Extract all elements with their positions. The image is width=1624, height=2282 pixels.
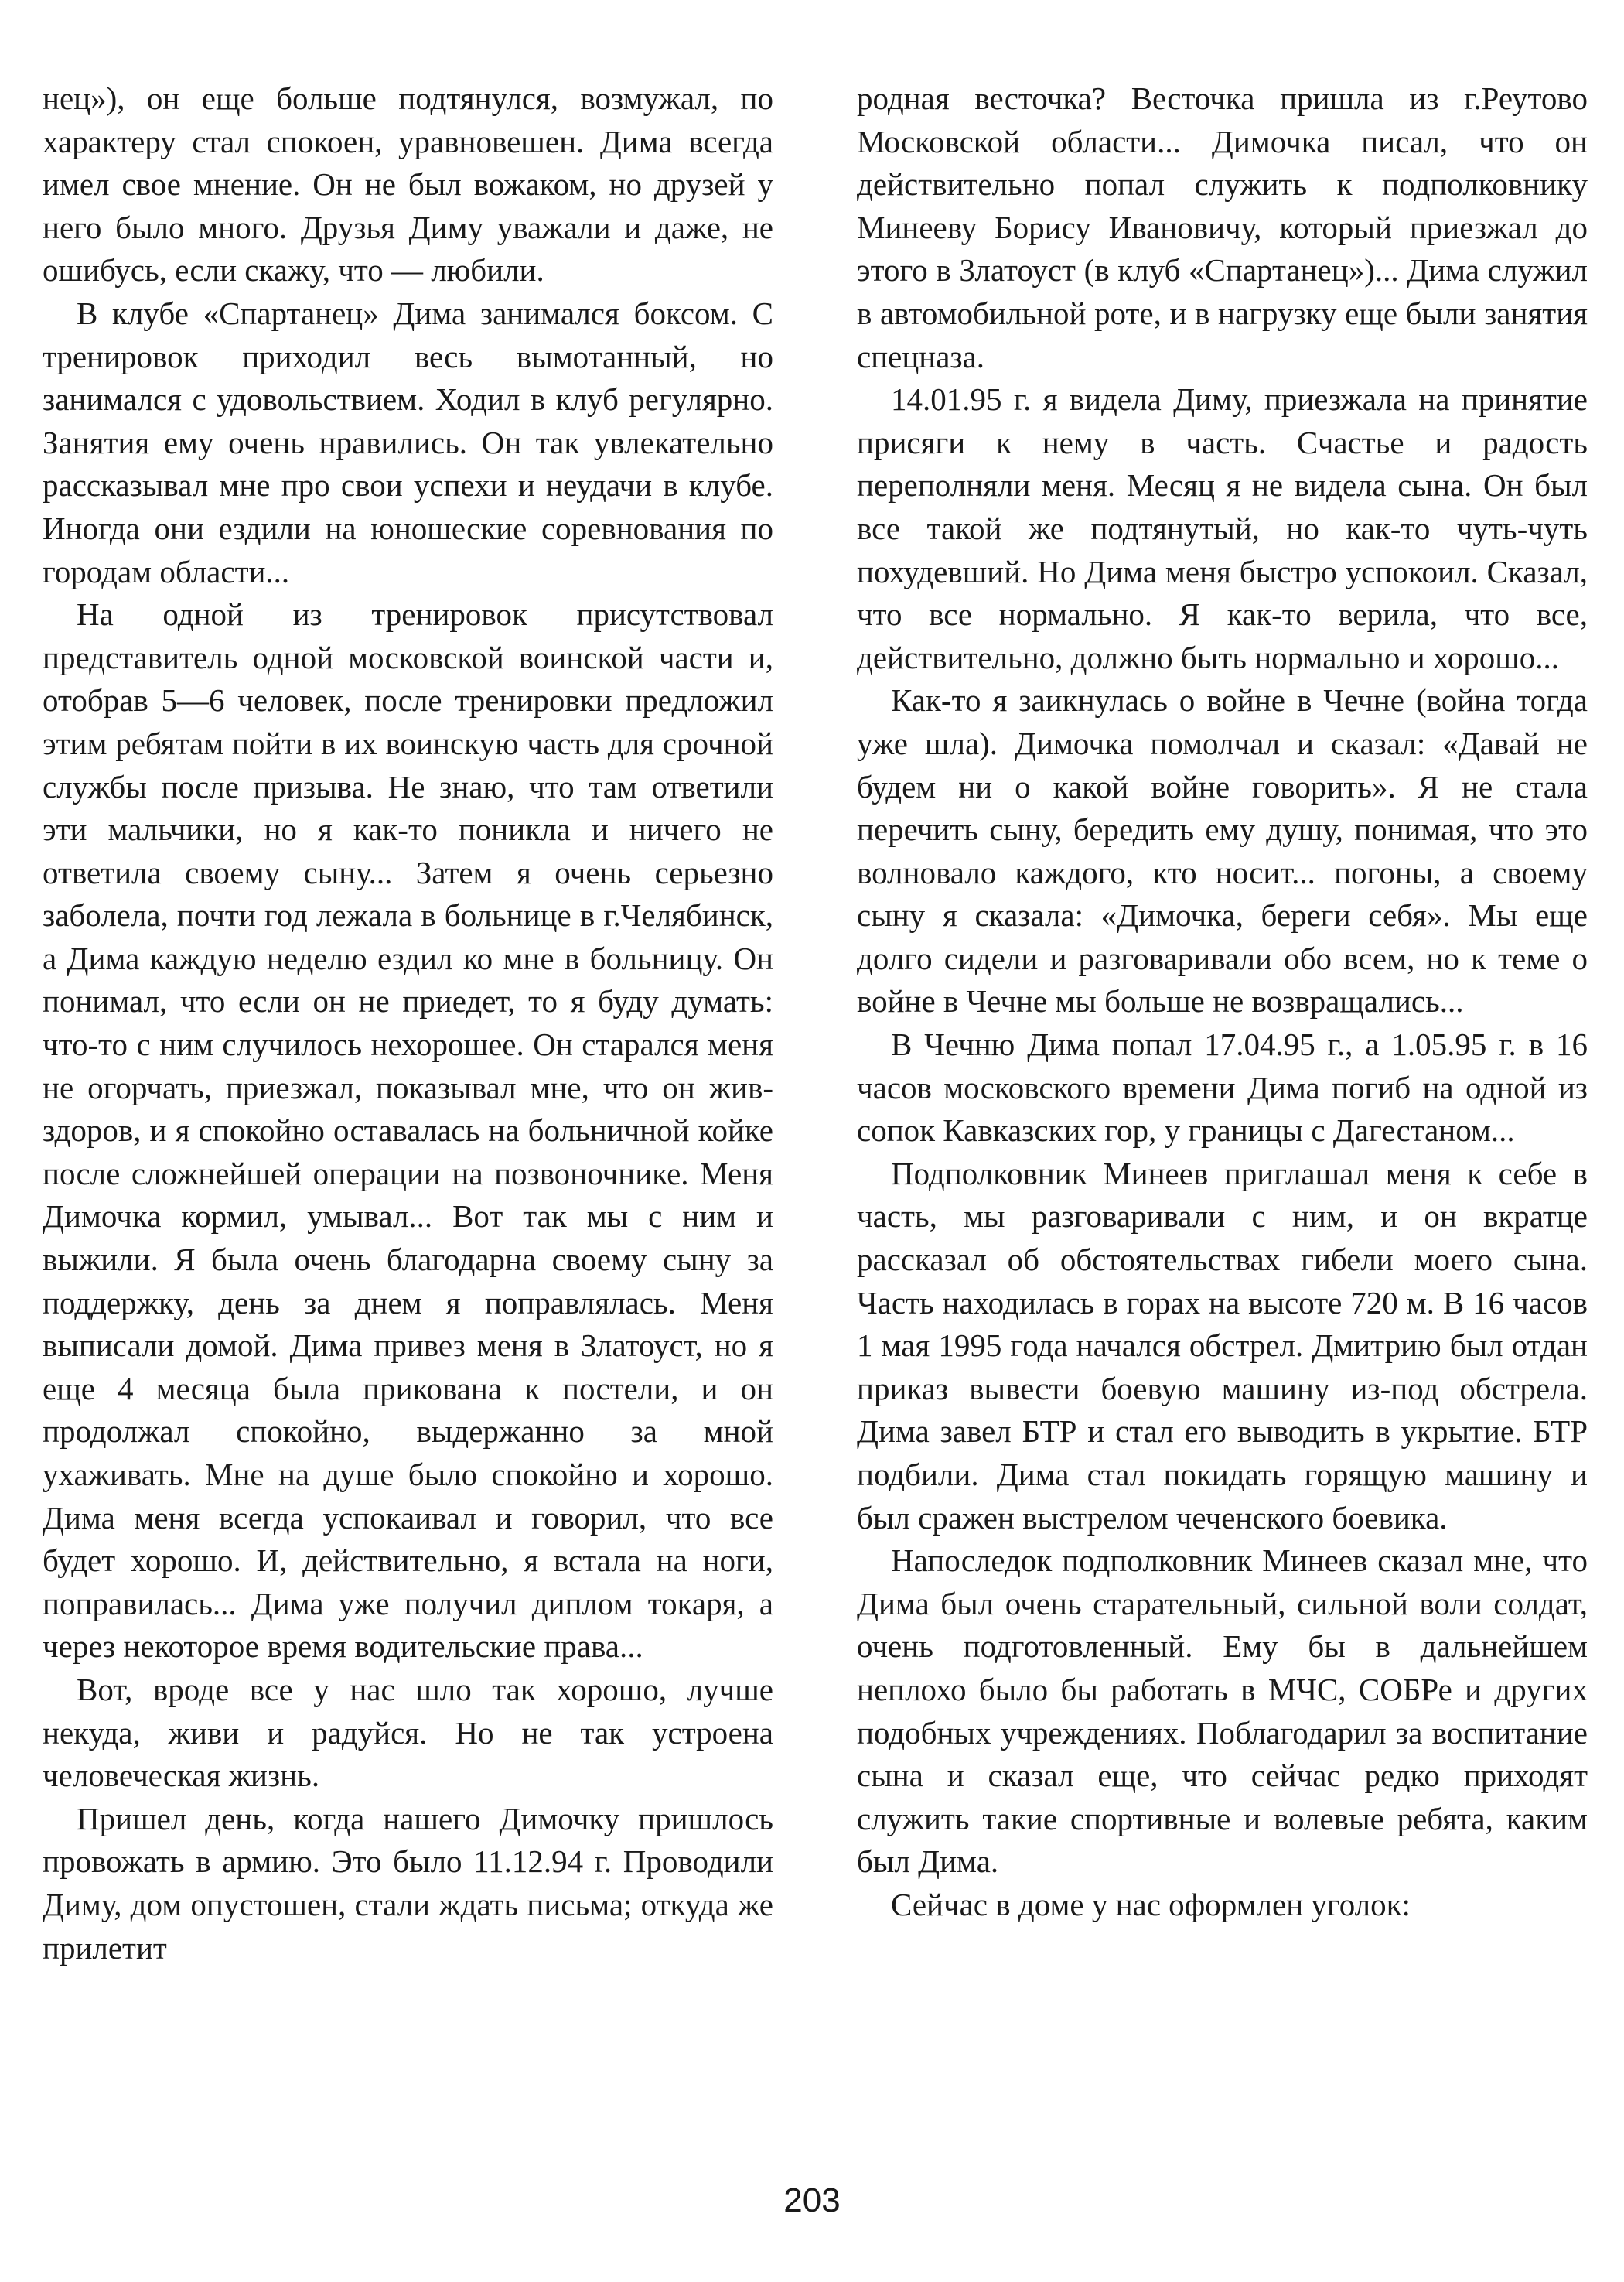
- paragraph: Вот, вроде все у нас шло так хорошо, лучше некуда, живи и радуйся. Но не так устроена человеческая жизнь.: [43, 1671, 773, 1794]
- right-column: [857, 77, 1588, 1927]
- paragraph: Сейчас в доме у нас оформлен уголок:: [891, 1886, 1411, 1922]
- page-number: 203: [783, 2181, 841, 2219]
- paragraph: На одной из тренировок присутствовал представитель одной московской воинской части и, отобрав 5—6 человек, после тренировки предложил этим ребятам пойти в их воинскую часть для срочной службы после призыва. Не знаю, что там ответили эти мальчики, но я как-то поникла и ничего не ответила своему сыну... Затем я очень серьезно заболела, почти год лежала в больнице в г.Челябинск, а Дима каждую неделю ездил ко мне в больницу. Он понимал, что если он не приедет, то я буду думать: что-то с ним случилось нехорошее. Он старался меня не огорчать, приезжал, показывал мне, что он жив-здоров, и я спокойно оставалась на больничной койке после сложнейшей операции на позвоночнике. Меня Димочка кормил, умывал... Вот так мы с ним и выжили. Я была очень благодарна своему сыну за поддержку, день за днем я поправлялась. Меня выписали домой. Дима привез меня в Златоуст, но я еще 4 месяца была прикована к постели, и он продолжал спокойно, выдержанно за мной ухаживать. Мне на душе было спокойно и хорошо. Дима меня всегда успокаивал и говорил, что все будет хорошо. И, действительно, я встала на ноги, поправилась... Дима уже получил диплом токаря, а через некоторое время водительские права...: [43, 596, 773, 1665]
- paragraph: Пришел день, когда нашего Димочку пришлось провожать в армию. Это было 11.12.94 г. Проводили Диму, дом опустошен, стали ждать письма; откуда же прилетит: [43, 1800, 773, 1966]
- paragraph: нец»), он еще больше подтянулся, возмужал, по характеру стал спокоен, уравновешен. Дима всегда имел свое мнение. Он не был вожаком, но друзей у него было много. Друзья Диму уважали и даже, не ошибусь, если скажу, что — любили.: [43, 80, 773, 289]
- paragraph: Напоследок подполковник Минеев сказал мне, что Дима был очень старательный, сильной воли солдат, очень подготовленный. Ему бы в дальнейшем неплохо было бы работать в МЧС, СОБРе и других подобных учреждениях. Поблагодарил за воспитание сына и сказал еще, что сейчас редко приходят служить такие спортивные и волевые ребята, каким был Дима.: [857, 1542, 1588, 1880]
- paragraph: В клубе «Спартанец» Дима занимался боксом. С тренировок приходил весь вымотанный, но занимался с удовольствием. Ходил в клуб регулярно. Занятия ему очень нравились. Он так увлекательно рассказывал мне про свои успехи и неудачи в клубе. Иногда они ездили на юношеские соревнования по городам области...: [43, 295, 773, 589]
- paragraph: Подполковник Минеев приглашал меня к себе в часть, мы разговаривали с ним, и он вкратце рассказал об обстоятельствах гибели моего сына. Часть находилась в горах на высоте 720 м. В 16 часов 1 мая 1995 года начался обстрел. Дмитрию был отдан приказ вывести боевую машину из-под обстрела. Дима завел БТР и стал его выводить в укрытие. БТР подбили. Дима стал покидать горящую машину и был сражен выстрелом чеченского боевика.: [857, 1155, 1588, 1536]
- paragraph: родная весточка? Весточка пришла из г.Реутово Московской области... Димочка писал, что он действительно попал служить к подполковнику Минееву Борису Ивановичу, который приезжал до этого в Златоуст (в клуб «Спартанец»)... Дима служил в автомобильной роте, и в нагрузку еще были занятия спецназа.: [857, 80, 1588, 374]
- paragraph: В Чечню Дима попал 17.04.95 г., а 1.05.95 г. в 16 часов московского времени Дима погиб на одной из сопок Кавказских гор, у границы с Дагестаном...: [857, 1027, 1588, 1149]
- left-column: [43, 77, 773, 1969]
- paragraph: 14.01.95 г. я видела Диму, приезжала на принятие присяги к нему в часть. Счастье и радость переполняли меня. Месяц я не видела сына. Он был все такой же подтянутый, но как-то чуть-чуть похудевший. Но Дима меня быстро успокоил. Сказал, что все нормально. Я как-то верила, что все, действительно, должно быть нормально и хорошо...: [857, 381, 1588, 675]
- paragraph: Как-то я заикнулась о войне в Чечне (война тогда уже шла). Димочка помолчал и сказал: «Давай не будем ни о какой войне говорить». Я не стала перечить сыну, бередить ему душу, понимая, что это волновало каждого, кто носит... погоны, а своему сыну я сказала: «Димочка, береги себя». Мы еще долго сидели и разговаривали обо всем, но к теме о войне в Чечне мы больше не возвращались...: [857, 682, 1588, 1020]
